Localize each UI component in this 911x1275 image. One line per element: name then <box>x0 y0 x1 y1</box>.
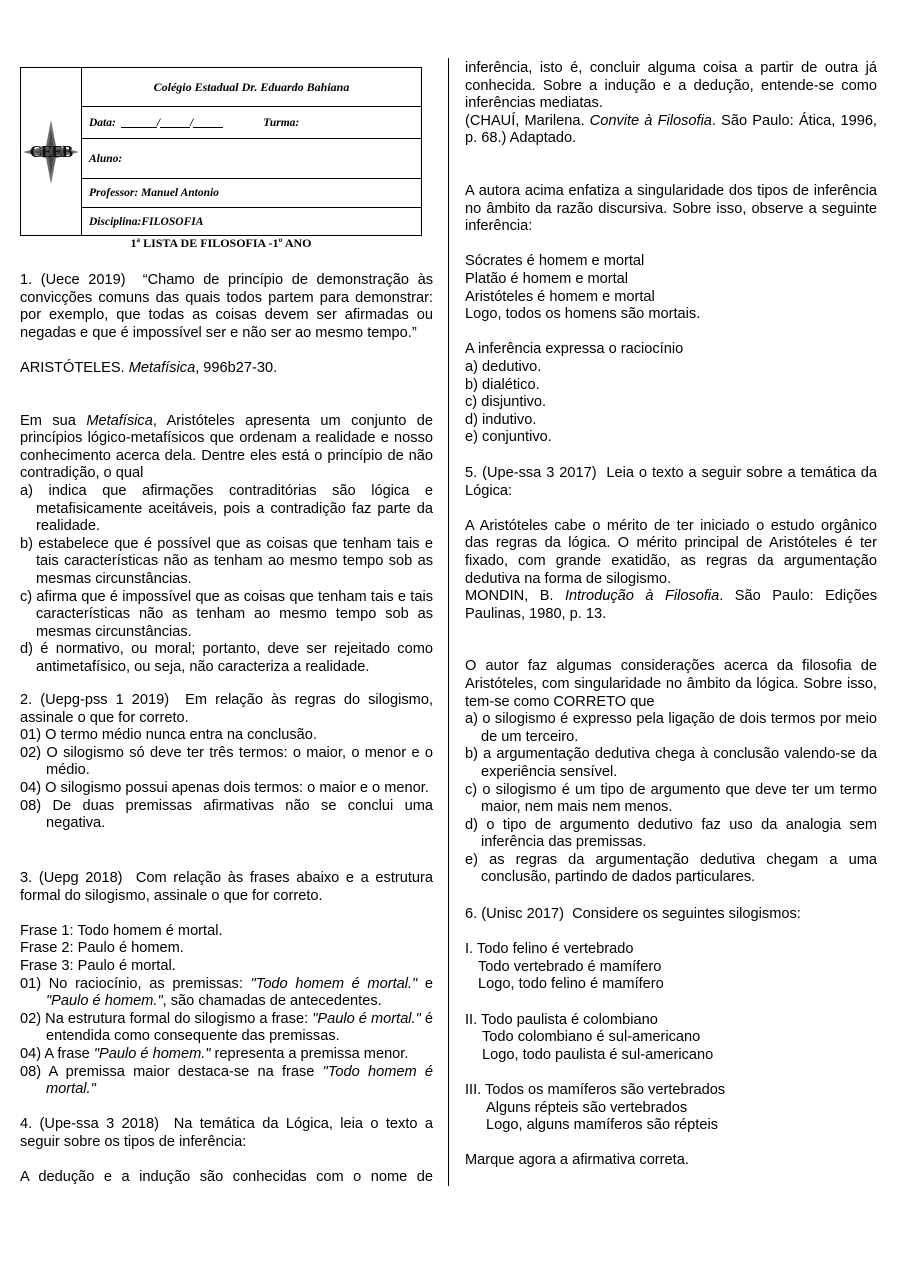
q3-sentence-2: Frase 2: Paulo é homem. <box>20 940 184 957</box>
q2-option-02[interactable]: 02) O silogismo só deve ter três termos: o maior, o menor e o médio. <box>20 744 433 779</box>
q4-option-e[interactable]: e) conjuntivo. <box>465 429 552 446</box>
question-1 <box>20 272 433 676</box>
q5-ref-rest: . São Paulo: Edições Paulinas, 1980, p. 13. <box>465 588 877 622</box>
column-divider <box>448 58 449 1186</box>
q5-stem <box>465 465 877 500</box>
logo-text: CEEB <box>29 142 73 161</box>
q4-inference-3: Aristóteles é homem e mortal <box>465 288 655 305</box>
student-row <box>82 139 421 179</box>
q4-inference-1: Sócrates é homem e mortal <box>465 253 645 270</box>
q1-source: (Uece 2019) <box>40 272 126 288</box>
q6-syllogism-1-line-2: Todo vertebrado é mamífero <box>478 958 662 975</box>
q6-syllogism-3-line-1: III. Todos os mamíferos são vertebrados <box>465 1081 726 1098</box>
q6-source: (Unisc 2017) <box>481 906 564 922</box>
q1-ref-rest: , 996b27-30. <box>195 359 278 376</box>
q5-option-b[interactable]: b) a argumentação dedutiva chega à conclusão valendo-se da experiência sensível. <box>465 746 877 780</box>
date-separator: / <box>156 116 161 129</box>
q4-inference-4: Logo, todos os homens são mortais. <box>465 306 701 323</box>
q3-number: 3. <box>20 870 33 886</box>
q1-reference <box>20 360 433 378</box>
list-title: 1ª LISTA DE FILOSOFIA -1º ANO <box>130 236 312 250</box>
question-4-continued <box>465 60 877 447</box>
q1-stem <box>20 272 433 342</box>
q1-prompt <box>20 413 433 483</box>
q4-number: 4. <box>20 1116 33 1132</box>
q4-text: Na temática da Lógica, leia o texto a seguir sobre os tipos de inferência: <box>20 1116 433 1150</box>
date-year-field[interactable] <box>193 117 223 128</box>
q1-quote: “Chamo de princípio de demonstração às convicções comuns das quais todos partem para demonstrar: por exemplo, que todas as coisas devem ser afirmadas ou negadas e que é impossível ser e não ser ao mesmo tempo.” <box>20 272 433 341</box>
q2-text: Em relação às regras do silogismo, assinale o que for correto. <box>20 692 434 726</box>
date-separator: / <box>190 116 194 129</box>
q3-option-04[interactable] <box>20 1046 433 1064</box>
question-4-start <box>20 1116 433 1186</box>
q3-option-01[interactable] <box>20 976 433 1011</box>
q1-number: 1. <box>20 272 33 288</box>
q4-ref-title: Convite à Filosofia <box>589 112 712 129</box>
q5-ref-title: Introdução à Filosofia <box>564 588 720 605</box>
q1-option-d[interactable]: d) é normativo, ou moral; portanto, deve ser rejeitado como antimetafísico, ou seja, não caracteriza a realidade. <box>20 641 433 675</box>
q6-closing: Marque agora a afirmativa correta. <box>465 1152 689 1169</box>
class-label: Turma: <box>263 116 300 129</box>
question-2 <box>20 692 433 833</box>
header-table <box>20 67 422 236</box>
teacher-row: Professor: Manuel Antonio <box>82 179 421 208</box>
date-month-field[interactable] <box>160 117 190 128</box>
q4-option-c[interactable]: c) disjuntivo. <box>465 394 547 411</box>
q2-stem <box>20 692 433 727</box>
q4-option-d[interactable]: d) indutivo. <box>465 411 537 428</box>
q4-option-b[interactable]: b) dialético. <box>465 376 540 393</box>
q1-ref-author: ARISTÓTELES. <box>20 359 125 376</box>
q3-opt02-rest: é entendida como consequente das premissas. <box>46 1010 434 1045</box>
q6-syllogism-2-line-1: II. Todo paulista é colombiano <box>465 1011 658 1028</box>
q6-syllogism-3-line-2: Alguns répteis são vertebrados <box>486 1099 688 1116</box>
q3-stem <box>20 870 433 905</box>
q6-syllogism-1-line-1: I. Todo felino é vertebrado <box>465 941 634 958</box>
q1-option-c[interactable]: c) afirma que é impossível que as coisas que tenham tais e tais características não as tenham ao mesmo tempo sob as mesmas circunstâncias. <box>20 588 433 640</box>
question-5 <box>465 465 877 887</box>
q5-option-e[interactable]: e) as regras da argumentação dedutiva chegam a uma conclusão, partindo de dados particulares. <box>465 851 877 886</box>
q3-opt02-quote: "Paulo é mortal." <box>312 1010 421 1027</box>
q4-reference <box>465 113 877 148</box>
date-label: Data: <box>89 116 116 129</box>
q4-option-a[interactable]: a) dedutivo. <box>465 358 542 375</box>
q3-opt04-rest: representa a premissa menor. <box>214 1045 409 1062</box>
q5-source: (Upe-ssa 3 2017) <box>482 465 597 481</box>
q3-sentence-1: Frase 1: Todo homem é mortal. <box>20 922 223 939</box>
q3-opt08-quote: "Todo homem é mortal." <box>46 1063 433 1098</box>
q4-question: A inferência expressa o raciocínio <box>465 341 684 358</box>
q6-syllogism-1-line-3: Logo, todo felino é mamífero <box>478 976 664 993</box>
q1-prompt-b: , Aristóteles apresenta um conjunto de princípios lógico-metafísicos que ordenam a realidade e nosso conhecimento acerca dela. Dentre eles está o princípio de não contradição, o qual <box>20 412 433 482</box>
q5-option-c[interactable]: c) o silogismo é um tipo de argumento que deve ter um termo maior, nem mais nem menos. <box>465 781 877 816</box>
question-6 <box>465 906 877 1170</box>
q4-ref-rest: . São Paulo: Ática, 1996, p. 68.) Adaptado. <box>465 112 877 147</box>
q4-inference-2: Platão é homem e mortal <box>465 270 629 287</box>
q4-prompt: A autora acima enfatiza a singularidade dos tipos de inferência no âmbito da razão discursiva. Sobre isso, observe a seguinte inferência: <box>465 182 877 235</box>
q3-opt01-text: 01) No raciocínio, as premissas: <box>20 975 243 992</box>
q1-option-a[interactable]: a) indica que afirmações contraditórias são lógica e metafisicamente aceitáveis, pois a contradição faz parte da realidade. <box>20 482 433 535</box>
q3-text: Com relação às frases abaixo e a estrutura formal do silogismo, assinale o que for correto. <box>20 870 434 904</box>
q5-ref-author: MONDIN, B. <box>465 588 554 605</box>
date-day-field[interactable] <box>121 117 157 128</box>
q3-opt04-text: 04) A frase <box>20 1045 90 1062</box>
q3-option-08[interactable] <box>20 1064 433 1099</box>
date-row <box>82 107 421 139</box>
q3-opt01-rest: , são chamadas de antecedentes. <box>162 993 382 1010</box>
q2-option-04[interactable]: 04) O silogismo possui apenas dois termos: o maior e o menor. <box>20 779 429 796</box>
q1-option-b[interactable]: b) estabelece que é possível que as coisas que tenham tais e tais características não as tenham ao mesmo tempo sob as mesmas circunstâncias. <box>20 535 433 587</box>
q4-source: (Upe-ssa 3 2018) <box>39 1116 159 1132</box>
q5-passage: A Aristóteles cabe o mérito de ter iniciado o estudo orgânico das regras da lógica. O mérito principal de Aristóteles é ter fixado, com grande exatidão, as regras da argumentação dedutiva na forma de silogismo. <box>465 517 877 587</box>
q6-number: 6. <box>465 906 478 922</box>
q6-syllogism-2-line-2: Todo colombiano é sul-americano <box>482 1029 701 1046</box>
q3-source: (Uepg 2018) <box>38 870 123 886</box>
q3-opt04-quote: "Paulo é homem." <box>93 1045 211 1062</box>
q3-opt01-quote2: "Paulo é homem." <box>46 993 163 1010</box>
q2-source: (Uepg-pss 1 2019) <box>40 692 170 708</box>
q3-option-02[interactable] <box>20 1011 433 1046</box>
q3-sentence-3: Frase 3: Paulo é mortal. <box>20 957 176 974</box>
question-3 <box>20 870 433 1099</box>
q3-opt02-text: 02) Na estrutura formal do silogismo a frase: <box>20 1010 309 1027</box>
q5-option-d[interactable]: d) o tipo de argumento dedutivo faz uso da analogia sem inferência das premissas. <box>465 816 877 851</box>
q6-syllogism-3-line-3: Logo, alguns mamíferos são répteis <box>486 1117 719 1134</box>
q5-reference <box>465 588 877 623</box>
q2-option-08[interactable]: 08) De duas premissas afirmativas não se conclui uma negativa. <box>20 797 433 832</box>
q5-prompt: O autor faz algumas considerações acerca da filosofia de Aristóteles, com singularidade no âmbito da lógica. Sobre isso, tem-se como CORRETO que <box>465 658 877 710</box>
q5-option-a[interactable]: a) o silogismo é expresso pela ligação de dois termos por meio de um terceiro. <box>465 711 877 745</box>
q6-stem <box>465 906 877 924</box>
school-name: Colégio Estadual Dr. Eduardo Bahiana <box>82 68 421 107</box>
school-logo <box>23 120 79 184</box>
q4-ref-author: (CHAUÍ, Marilena. <box>465 112 585 129</box>
q1-prompt-a: Em sua <box>20 412 76 429</box>
q6-text: Considere os seguintes silogismos: <box>572 906 801 922</box>
q6-syllogism-2-line-3: Logo, todo paulista é sul-americano <box>482 1046 714 1063</box>
student-label: Aluno: <box>89 152 123 165</box>
q5-number: 5. <box>465 465 478 481</box>
q2-option-01[interactable]: 01) O termo médio nunca entra na conclusão. <box>20 727 317 744</box>
q4-text-start: A dedução e a indução são conhecidas com o nome de <box>20 1168 433 1185</box>
q3-opt01-and: e <box>424 975 434 992</box>
subject-row: Disciplina:FILOSOFIA <box>89 215 204 228</box>
q1-ref-title: Metafísica <box>128 359 196 376</box>
q3-opt01-quote1: "Todo homem é mortal." <box>250 975 418 992</box>
q5-text: Leia o texto a seguir sobre a temática da Lógica: <box>465 465 877 499</box>
q3-opt08-text: 08) A premissa maior destaca-se na frase <box>20 1063 315 1080</box>
q4-stem <box>20 1116 433 1151</box>
logo-cell <box>21 68 82 235</box>
q4-text-cont: inferência, isto é, concluir alguma coisa a partir de outra já conhecida. Sobre a indução e a dedução, entende-se como inferências mediatas. <box>465 60 877 112</box>
q1-prompt-title: Metafísica <box>86 412 153 429</box>
q2-number: 2. <box>20 692 33 708</box>
